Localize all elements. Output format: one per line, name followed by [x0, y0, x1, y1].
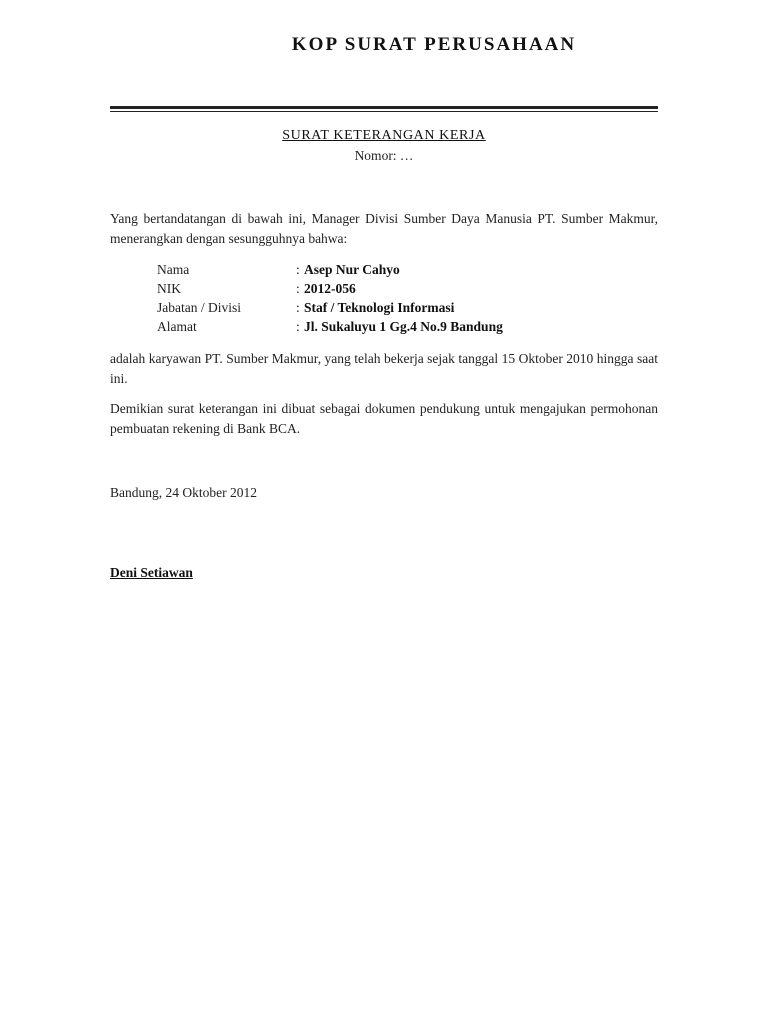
detail-label: Alamat	[157, 319, 197, 334]
detail-label: NIK	[157, 281, 181, 296]
intro-paragraph: Yang bertandatangan di bawah ini, Manager Divisi Sumber Daya Manusia PT. Sumber Makmur, menerangkan dengan sesungguhnya bahwa:	[110, 211, 658, 246]
document-number: Nomor: …	[354, 148, 414, 163]
letterhead-title: KOP SURAT PERUSAHAAN	[291, 34, 577, 55]
document-title: SURAT KETERANGAN KERJA	[282, 128, 486, 143]
detail-colon: :	[296, 300, 300, 315]
detail-label: Nama	[157, 262, 190, 277]
detail-colon: :	[296, 281, 300, 296]
detail-row-nik	[157, 279, 503, 298]
detail-row-address	[157, 317, 503, 336]
detail-label: Jabatan / Divisi	[157, 300, 241, 315]
detail-row-position	[157, 298, 503, 317]
employment-paragraph: adalah karyawan PT. Sumber Makmur, yang telah bekerja sejak tanggal 15 Oktober 2010 hingga saat ini.	[110, 351, 658, 386]
signer-name: Deni Setiawan	[110, 565, 193, 580]
place-date: Bandung, 24 Oktober 2012	[110, 485, 257, 500]
detail-row-name	[157, 260, 503, 279]
employee-details	[157, 260, 503, 336]
detail-value: 2012-056	[304, 281, 356, 296]
letterhead-divider-thin	[110, 111, 658, 112]
letterhead-divider-thick	[110, 106, 658, 109]
detail-colon: :	[296, 319, 300, 334]
detail-value: Jl. Sukaluyu 1 Gg.4 No.9 Bandung	[304, 319, 503, 334]
purpose-paragraph: Demikian surat keterangan ini dibuat sebagai dokumen pendukung untuk mengajukan permohonan pembuatan rekening di Bank BCA.	[110, 401, 658, 436]
detail-colon: :	[296, 262, 300, 277]
detail-value: Staf / Teknologi Informasi	[304, 300, 455, 315]
detail-value: Asep Nur Cahyo	[304, 262, 400, 277]
